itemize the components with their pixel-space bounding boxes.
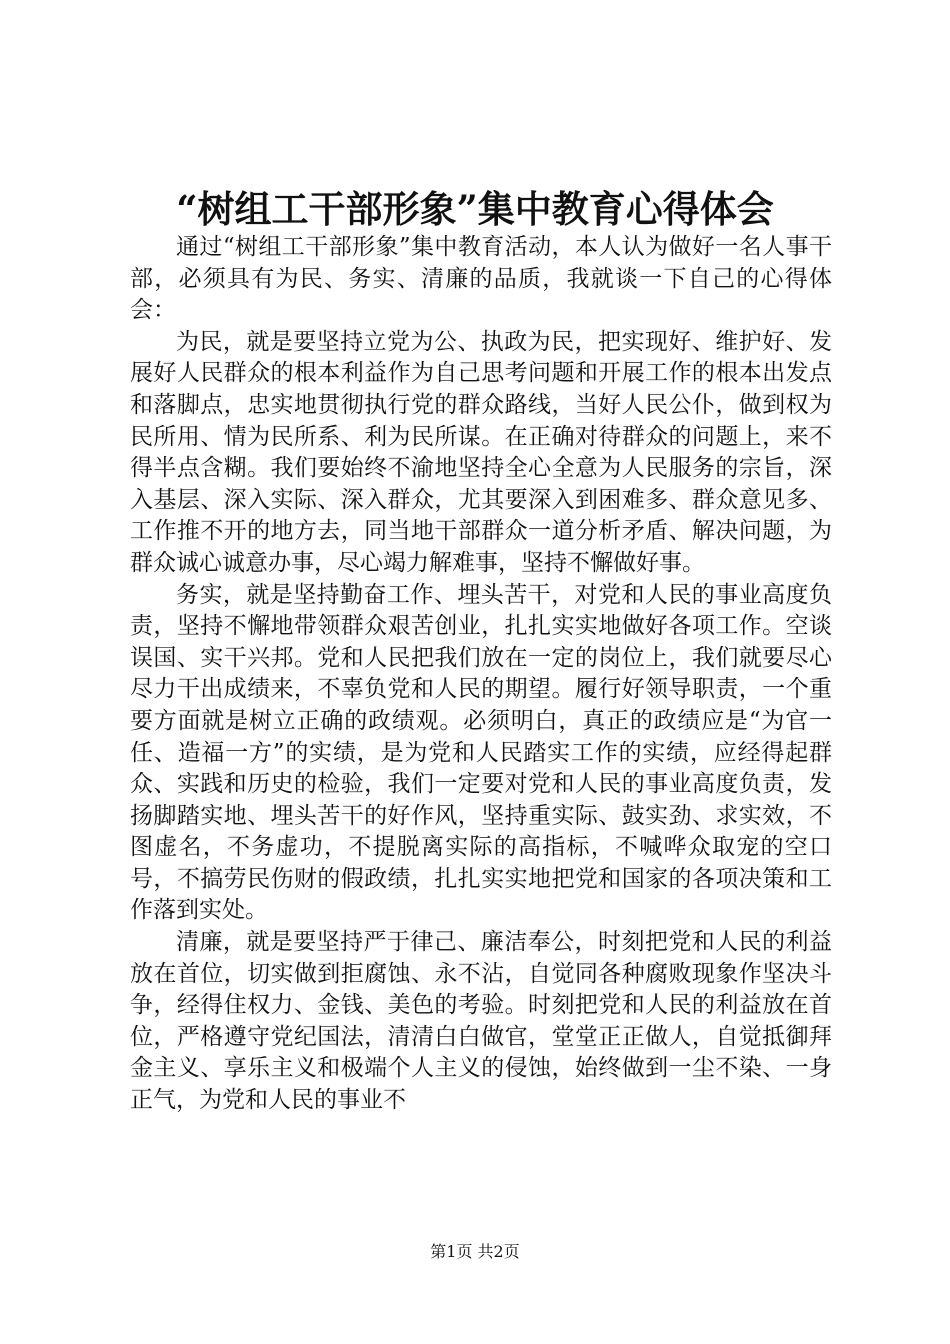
paragraph-integrity: 清廉，就是要坚持严于律己、廉洁奉公，时刻把党和人民的利益放在首位，切实做到拒腐蚀、永不沾，自觉同各种腐败现象作坚决斗争，经得住权力、金钱、美色的考验。时刻把党和人民的利益放在首位，严格遵守党纪国法，清清白白做官，堂堂正正做人，自觉抵御拜金主义、享乐主义和极端个人主义的侵蚀，始终做到一尘不染、一身正气，为党和人民的事业不 xyxy=(130,929,832,1114)
document-body xyxy=(130,232,832,1117)
paragraph-serve-people: 为民，就是要坚持立党为公、执政为民，把实现好、维护好、发展好人民群众的根本利益作为自己思考问题和开展工作的根本出发点和落脚点，忠实地贯彻执行党的群众路线，当好人民公仆，做到权为民所用、情为民所系、利为民所谋。在正确对待群众的问题上，来不得半点含糊。我们要始终不渝地坚持全心全意为人民服务的宗旨，深入基层、深入实际、深入群众，尤其要深入到困难多、群众意见多、工作推不开的地方去，同当地干部群众一道分析矛盾、解决问题，为群众诚心诚意办事，尽心竭力解难事，坚持不懈做好事。 xyxy=(130,328,832,576)
page-footer: 第1页 共2页 xyxy=(430,1242,520,1261)
document-title: “树组工干部形象”集中教育心得体会 xyxy=(176,187,774,231)
paragraph-intro: 通过“树组工干部形象”集中教育活动，本人认为做好一名人事干部，必须具有为民、务实、清廉的品质，我就谈一下自己的心得体会： xyxy=(130,234,832,324)
paragraph-pragmatic: 务实，就是坚持勤奋工作、埋头苦干，对党和人民的事业高度负责，坚持不懈地带领群众艰苦创业，扎扎实实地做好各项工作。空谈误国、实干兴邦。党和人民把我们放在一定的岗位上，我们就要尽心尽力干出成绩来，不辜负党和人民的期望。履行好领导职责，一个重要方面就是树立正确的政绩观。必须明白，真正的政绩应是“为官一任、造福一方”的实绩，是为党和人民踏实工作的实绩，应经得起群众、实践和历史的检验，我们一定要对党和人民的事业高度负责，发扬脚踏实地、埋头苦干的好作风，坚持重实际、鼓实劲、求实效，不图虚名，不务虚功，不提脱离实际的高指标，不喊哗众取宠的空口号，不搞劳民伤财的假政绩，扎扎实实地把党和国家的各项决策和工作落到实处。 xyxy=(130,581,832,924)
